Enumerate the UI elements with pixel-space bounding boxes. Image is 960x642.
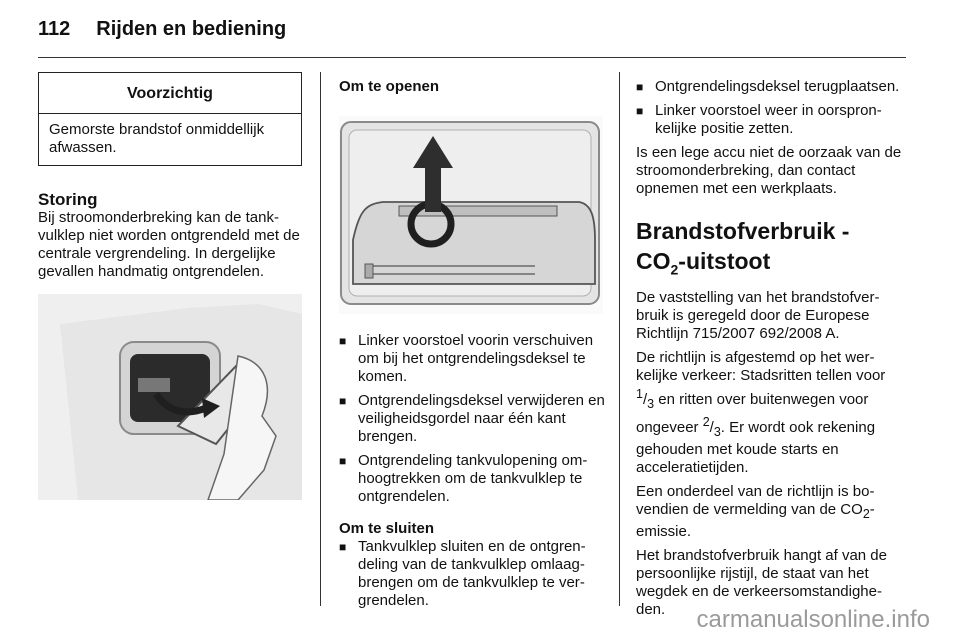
illustration-tank-release [339,116,603,314]
fuel-paragraph-3: Een onderdeel van de richtlijn is bovendien de vermelding van de $CO_2$-emissie. [636,482,875,540]
header-divider [38,57,906,58]
storing-text: Bij stroomonderbreking kan de tankvulklep niet worden ontgrendeld met de centrale vergrendeling. In dergelijke gevallen handmatig ontgrendelen. [38,209,300,280]
column-left [38,72,302,500]
page-number: 112 [38,18,71,40]
bullet-icon: ■ [339,394,347,408]
list-item: ■ Ontgrendelingsdeksel verwijderen en veiligheidsgordel naar één kant brengen. [339,392,605,445]
caution-text: Gemorste brandstof onmiddellijk afwassen. [49,121,265,156]
list-item: ■ Tankvulklep sluiten en de ontgrendeling van de tankvulklep omlaagbrengen om de tankvulklep te vergrendelen. [339,538,586,609]
fuel-paragraph-1: De vaststelling van het brandstofverbruik is geregeld door de Europese Richtlijn 715/2007 692/2008 A. [636,288,880,342]
storing-heading: Storing [38,190,98,209]
caution-title: Voorzichtig [39,73,301,114]
bullet-icon: ■ [339,334,347,348]
close-heading: Om te sluiten [339,520,435,537]
page-header [38,18,286,41]
battery-note: Is een lege accu niet de oorzaak van de stroomonderbreking, dan contact opnemen met een werkplaats. [636,144,902,197]
open-heading: Om te openen [339,78,440,95]
fuel-paragraph-2: De richtlijn is afgestemd op het werkelijke verkeer: Stadsritten tellen voor $^1/_3$ en ritten over buitenwegen voor ongeveer $^2/_3$. Er wordt ook rekening gehouden met koude starts en acceleratietijden. [636,348,886,476]
fuel-paragraph-4: Het brandstofverbruik hangt af van de persoonlijke rijstijl, de staat van het wegdek en de verkeersomstandigheden. [636,546,887,618]
bullet-icon: ■ [636,80,644,94]
bullet-icon: ■ [636,104,644,118]
column-middle [339,72,605,616]
watermark: carmanualsonline.info [696,606,930,633]
caution-box [38,72,302,166]
column-divider-2 [619,72,620,606]
column-right [636,72,904,619]
list-item: ■ Ontgrendelingsdeksel terugplaatsen. [636,78,900,95]
list-item: ■ Linker voorstoel voorin verschuiven om bij het ontgrendelingsdeksel te komen. [339,332,594,385]
open-steps-list [339,332,605,506]
close-steps-list [339,538,605,610]
tank-release-drawing [339,116,603,314]
bullet-icon: ■ [339,454,347,468]
list-item: ■ Linker voorstoel weer in oorspronkelijke positie zetten. [636,102,882,137]
illustration-release-cover [38,294,302,500]
list-item: ■ Ontgrendeling tankvulopening omhoogtrekken om de tankvulklep te ontgrendelen. [339,452,588,505]
fuel-heading: Brandstofverbruik - $CO_2$-uitstoot [636,218,850,278]
bullet-icon: ■ [339,540,347,554]
release-cover-drawing [38,294,302,500]
page-title: Rijden en bediening [96,18,287,40]
column-divider-1 [320,72,321,606]
close-steps-list-continued [636,78,904,138]
